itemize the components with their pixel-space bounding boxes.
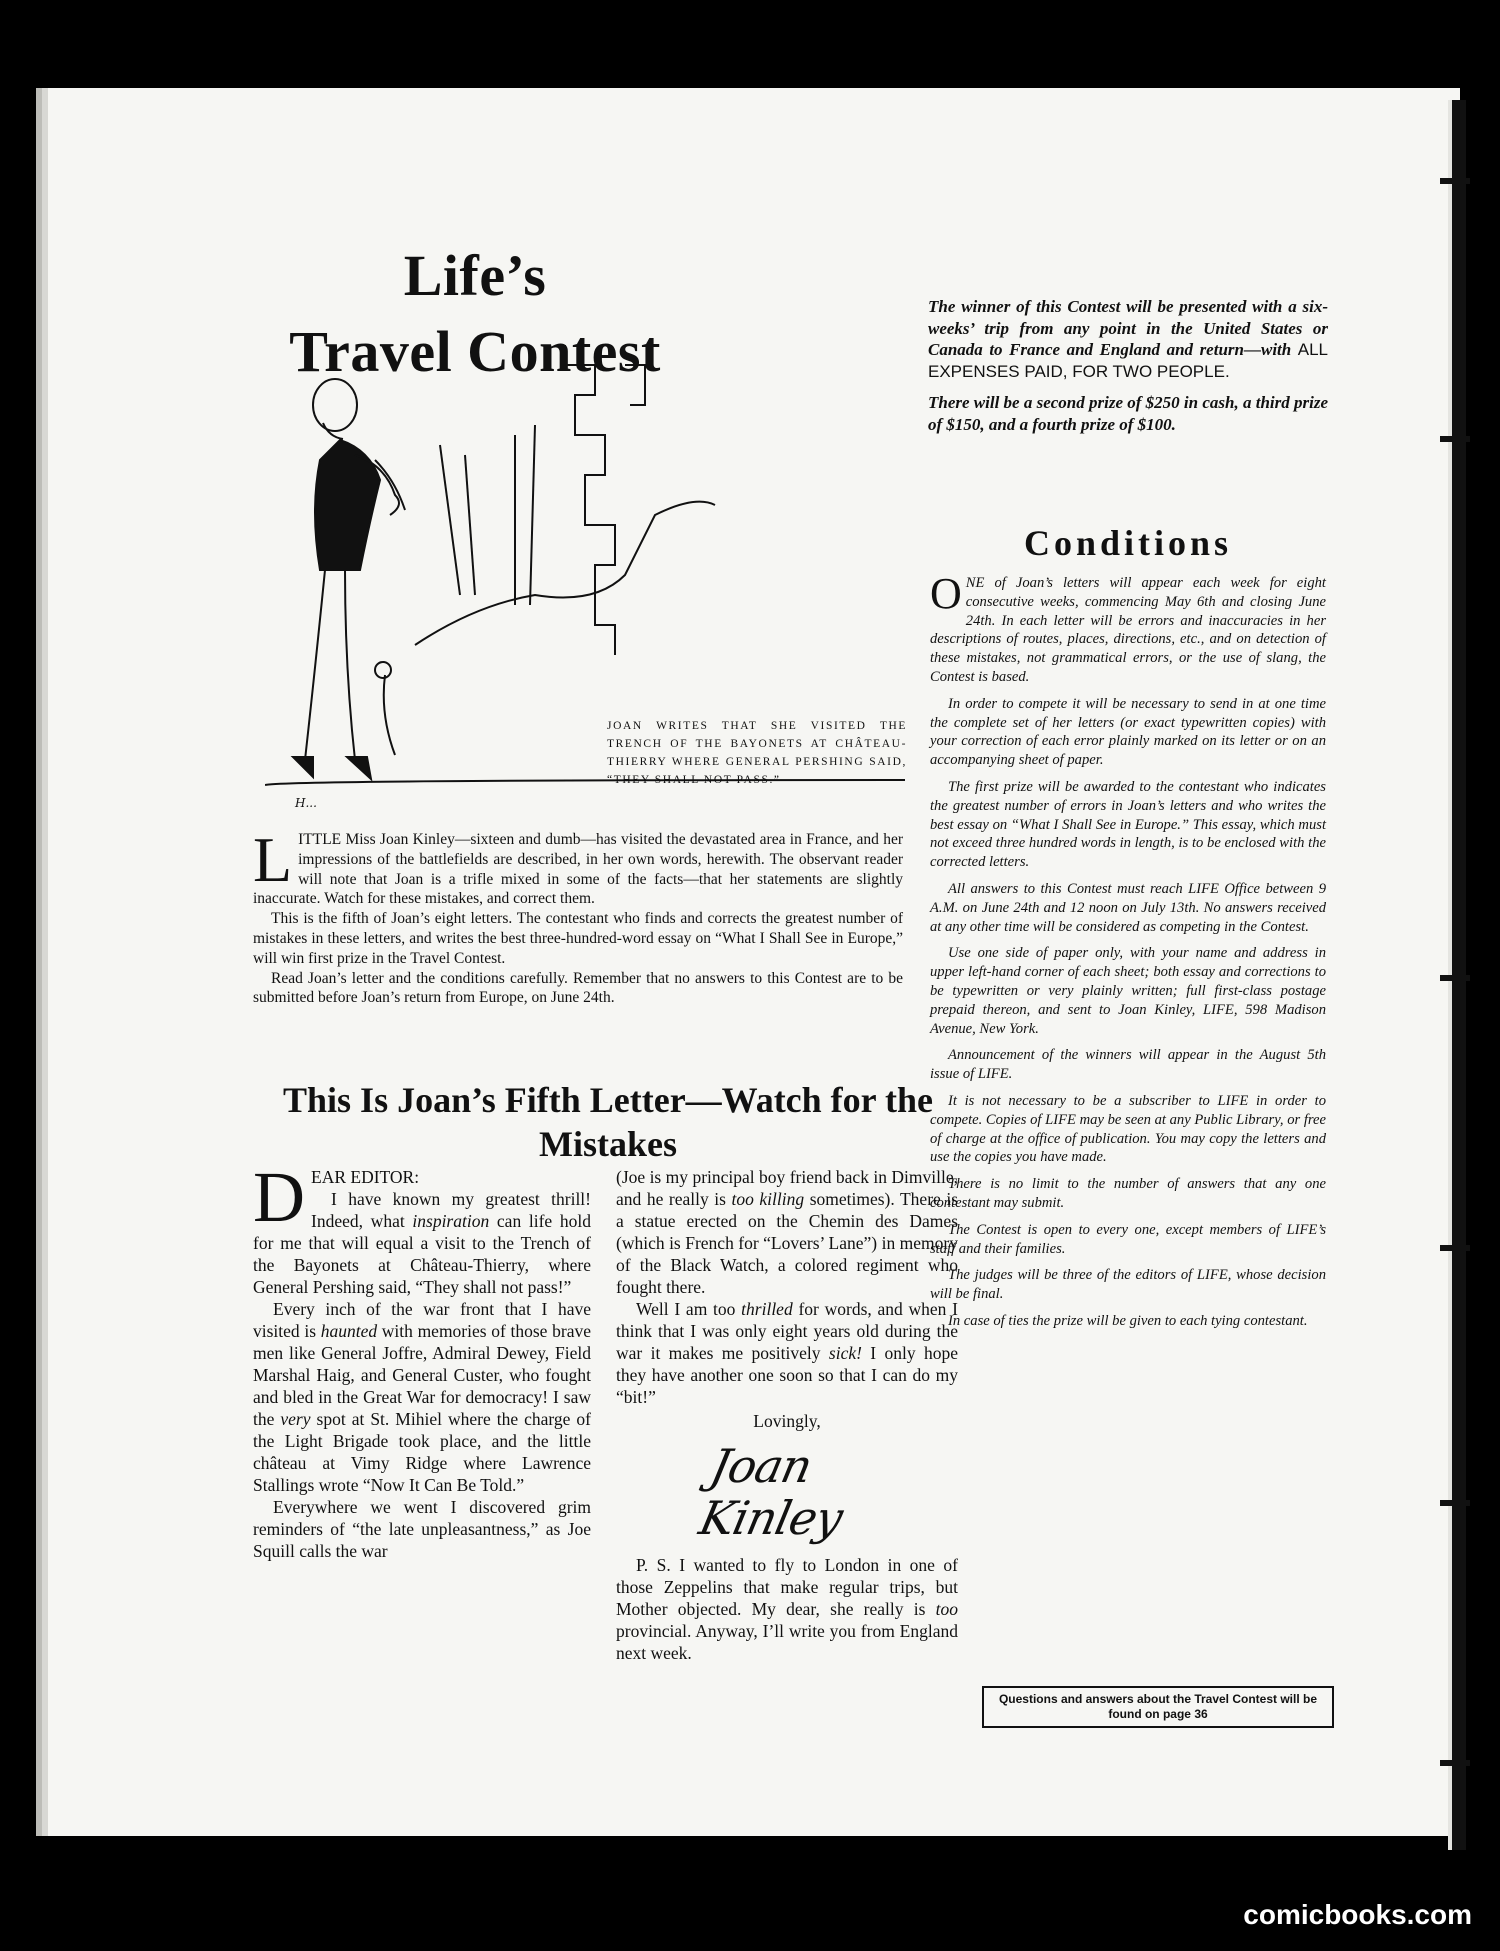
prize-description bbox=[928, 296, 1328, 445]
letter-paragraph: Well I am too thrilled for words, and when I think that I was only eight years old during the war it makes me positively sick! I only hope they have another one soon so that I can do my “bit!” bbox=[616, 1299, 958, 1407]
letter-paragraph: Everywhere we went I discovered grim reminders of “the late unpleasantness,” as Joe Squill calls the war bbox=[253, 1497, 591, 1561]
condition-paragraph: All answers to this Contest must reach LIFE Office between 9 A.M. on June 24th and 12 noon on July 13th. No answers received at any other time will be considered as competing in the Contest. bbox=[930, 880, 1326, 935]
condition-paragraph: Use one side of paper only, with your name and address in upper left-hand corner of each sheet; both essay and corrections to be typewritten or very plainly written; full first-class postage prepaid thereon, and sent to Joan Kinley, LIFE, 598 Madison Avenue, New York. bbox=[930, 945, 1326, 1037]
condition-paragraph: The Contest is open to every one, except members of LIFE’s staff and their families. bbox=[930, 1221, 1326, 1257]
intro-paragraph: Read Joan’s letter and the conditions carefully. Remember that no answers to this Contest are to be submitted before Joan’s return from Europe, on June 24th. bbox=[253, 969, 903, 1007]
intro-paragraph: This is the fifth of Joan’s eight letters. The contestant who finds and corrects the greatest number of mistakes in these letters, and writes the best three-hundred-word essay on “What I Shall See in Europe,” will win first prize in the Travel Contest. bbox=[253, 910, 903, 967]
letter-postscript: P. S. I wanted to fly to London in one of those Zeppelins that make regular trips, but Mother objected. My dear, she really is too provincial. Anyway, I’ll write you from England next week. bbox=[616, 1555, 958, 1663]
questions-notice-box: Questions and answers about the Travel Contest will be found on page 36 bbox=[982, 1686, 1334, 1728]
letter-headline: This Is Joan’s Fifth Letter—Watch for the Mistakes bbox=[283, 1080, 933, 1164]
drop-cap: O bbox=[930, 569, 962, 618]
page-stack-edge bbox=[36, 92, 48, 1834]
condition-paragraph: The first prize will be awarded to the contestant who indicates the greatest number of errors in Joan’s letters and who writes the best essay on “What I Shall See in Europe.” This essay, which must not exceed three hundred words in length, is to be enclosed with the corrected letters. bbox=[930, 778, 1326, 871]
drop-cap: L bbox=[253, 824, 293, 895]
condition-paragraph: Announcement of the winners will appear in the August 5th issue of LIFE. bbox=[930, 1047, 1326, 1083]
drop-cap: D bbox=[253, 1157, 305, 1237]
binder-ring bbox=[1440, 975, 1470, 981]
handwritten-signature: Joan Kinley bbox=[694, 1439, 847, 1545]
conditions-heading: Conditions bbox=[1023, 523, 1233, 563]
binder-ring bbox=[1440, 1760, 1470, 1766]
binder-ring bbox=[1440, 178, 1470, 184]
condition-paragraph: The judges will be three of the editors of LIFE, whose decision will be final. bbox=[930, 1267, 1326, 1303]
condition-paragraph: It is not necessary to be a subscriber to LIFE in order to compete. Copies of LIFE may be seen at any Public Library, or free of charge at the office of publication. You may copy the letters and use the copies you have made. bbox=[930, 1092, 1326, 1166]
binder-ring bbox=[1440, 436, 1470, 442]
intro-paragraph: LITTLE Miss Joan Kinley—sixteen and dumb—has visited the devastated area in France, and her impressions of the battlefields are described, in her own words, herewith. The observant reader will note that Joan is a trifle mixed in some of the facts—that her statements are slightly inaccurate. Watch for these mistakes, and correct them. bbox=[253, 824, 903, 908]
binder-ring bbox=[1440, 1500, 1470, 1506]
title-line-1: Life’s bbox=[403, 243, 547, 308]
prize-others: There will be a second prize of $250 in cash, a third prize of $150, and a fourth prize of $100. bbox=[928, 393, 1328, 434]
intro-text bbox=[253, 824, 903, 1008]
illustration-caption: JOAN WRITES THAT SHE VISITED THE TRENCH OF THE BAYONETS AT CHÂTEAU-THIERRY WHERE GENERAL PERSHING SAID, “THEY SHALL NOT PASS.” bbox=[607, 720, 907, 786]
condition-paragraph: In case of ties the prize will be given to each tying contestant. bbox=[948, 1312, 1308, 1329]
conditions-text bbox=[930, 569, 1326, 1339]
letter-column-2 bbox=[616, 1166, 958, 1664]
letter-paragraph: (Joe is my principal boy friend back in Dimville, and he really is too killing sometimes). There is a statue erected on the Chemin des Dames (which is French for “Lovers’ Lane”) in memory of the Black Watch, a colored regiment who fought there. bbox=[616, 1167, 959, 1297]
letter-paragraph: Every inch of the war front that I have visited is haunted with memories of those brave men like General Joffre, Admiral Dewey, Field Marshal Haig, and General Custer, who fought and bled in the Great War for democracy! I saw the very spot at St. Mihiel where the charge of the Light Brigade took place, and the little château at Vimy Ridge where Lawrence Stallings wrote “Now It Can Be Told.” bbox=[253, 1299, 591, 1495]
binder-ring bbox=[1440, 1245, 1470, 1251]
letter-salutation: DEAR EDITOR: bbox=[253, 1157, 420, 1237]
watermark: comicbooks.com bbox=[1243, 1899, 1472, 1930]
condition-paragraph: In order to compete it will be necessary to send in at one time the complete set of her letters (or exact typewritten copies) with your correction of each error plainly marked on its letter or on an accompanying sheet of paper. bbox=[930, 695, 1326, 769]
prize-first: The winner of this Contest will be presented with a six-weeks’ trip from any point in the United States or Canada to France and England and return—with ALL EXPENSES PAID, FOR TWO PEOPLE. bbox=[928, 297, 1328, 381]
illustration-signature: H... bbox=[295, 796, 317, 810]
letter-paragraph: I have known my greatest thrill! Indeed, what inspiration can life hold for me that will equal a visit to the Trench of the Bayonets at Château-Thierry, where General Pershing said, “They shall not pass!” bbox=[253, 1189, 591, 1297]
letter-closing: Lovingly, bbox=[753, 1411, 821, 1431]
title-line-2: Travel Contest bbox=[289, 319, 661, 384]
letter-column-1 bbox=[253, 1157, 591, 1562]
condition-paragraph: ONE of Joan’s letters will appear each week for eight consecutive weeks, commencing May 6th and closing June 24th. In each letter will be errors and inaccuracies in her descriptions of routes, places, directions, etc., and on detection of these mistakes, not grammatical errors, or the use of slang, the Contest is based. bbox=[930, 569, 1326, 685]
condition-paragraph: There is no limit to the number of answers that any one contestant may submit. bbox=[930, 1176, 1326, 1211]
